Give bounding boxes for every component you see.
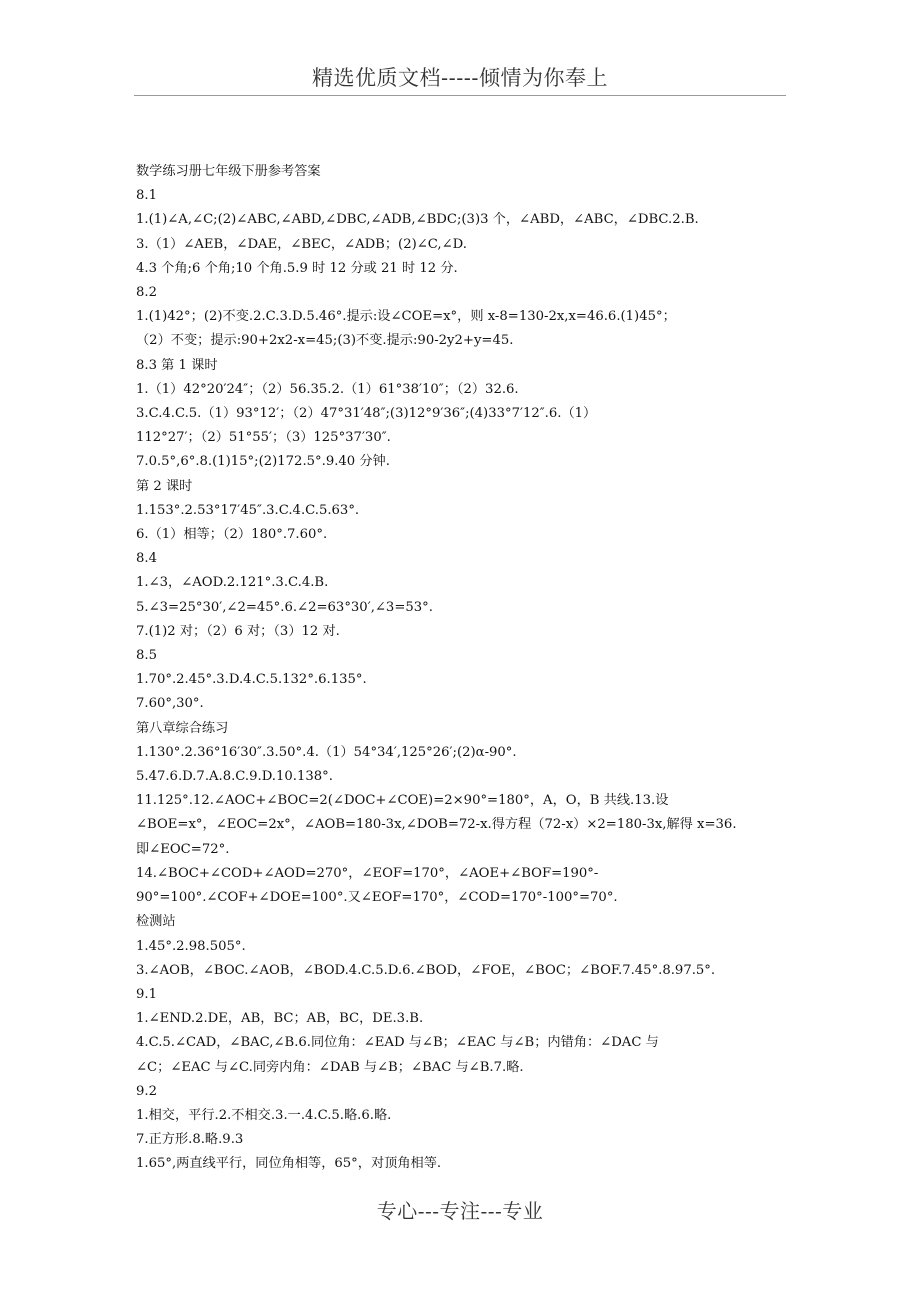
page-header-title: 精选优质文档-----倾情为你奉上 bbox=[312, 66, 608, 90]
page-footer-text: 专心---专注---专业 bbox=[376, 1199, 544, 1223]
answer-line: 3.C.4.C.5.（1）93°12′；（2）47°31′48″;(3)12°9′36″;(4)33°7′12″.6.（1） bbox=[136, 406, 597, 422]
section-heading: 第 2 课时 bbox=[136, 478, 193, 494]
answer-line: 90°=100°.∠COF+∠DOE=100°.又∠EOF=170°，∠COD=170°-100°=70°. bbox=[136, 890, 618, 906]
section-heading: 检测站 bbox=[136, 914, 176, 930]
answer-line: 7.60°,30°. bbox=[136, 696, 204, 712]
answer-line: 1.(1)∠A,∠C;(2)∠ABC,∠ABD,∠DBC,∠ADB,∠BDC;(3)3 个，∠ABD，∠ABC，∠DBC.2.B. bbox=[136, 212, 699, 228]
section-heading: 8.1 bbox=[136, 188, 157, 204]
answer-line: 4.C.5.∠CAD，∠BAC,∠B.6.同位角：∠EAD 与∠B；∠EAC 与∠B；内错角：∠DAC 与 bbox=[136, 1035, 659, 1051]
answer-line: 5.∠3=25°30′,∠2=45°.6.∠2=63°30′,∠3=53°. bbox=[136, 599, 433, 615]
answer-line: 即∠EOC=72°. bbox=[136, 841, 230, 857]
answer-line: 1.∠END.2.DE，AB，BC；AB，BC，DE.3.B. bbox=[136, 1011, 424, 1027]
section-heading: 8.2 bbox=[136, 285, 157, 301]
answer-line: 1.（1）42°20′24″；（2）56.35.2.（1）61°38′10″；（2）32.6. bbox=[136, 381, 519, 397]
answer-content bbox=[136, 160, 816, 1177]
answer-line: ∠C；∠EAC 与∠C.同旁内角：∠DAB 与∠B；∠BAC 与∠B.7.略. bbox=[136, 1059, 524, 1075]
section-heading: 9.2 bbox=[136, 1083, 157, 1099]
answer-line: 5.47.6.D.7.A.8.C.9.D.10.138°. bbox=[136, 769, 333, 785]
header-divider bbox=[134, 95, 786, 96]
answer-line: 112°27′；（2）51°55′；（3）125°37′30″. bbox=[136, 430, 391, 446]
answer-line: 6.（1）相等；（2）180°.7.60°. bbox=[136, 527, 328, 543]
answer-line: 11.125°.12.∠AOC+∠BOC=2(∠DOC+∠COE)=2×90°=180°，A，O，B 共线.13.设 bbox=[136, 793, 669, 809]
section-heading: 8.5 bbox=[136, 648, 157, 664]
answer-line: 1.相交，平行.2.不相交.3.一.4.C.5.略.6.略. bbox=[136, 1107, 392, 1123]
document-title: 数学练习册七年级下册参考答案 bbox=[136, 164, 321, 179]
answer-line: 1.45°.2.98.505°. bbox=[136, 938, 246, 954]
answer-line: 1.65°,两直线平行，同位角相等，65°，对顶角相等. bbox=[136, 1156, 442, 1172]
section-heading: 8.4 bbox=[136, 551, 157, 567]
answer-line: 7.正方形.8.略.9.3 bbox=[136, 1132, 244, 1148]
answer-line: 3.（1）∠AEB，∠DAE，∠BEC，∠ADB；(2)∠C,∠D. bbox=[136, 236, 467, 252]
answer-line: 1.∠3，∠AOD.2.121°.3.C.4.B. bbox=[136, 575, 329, 591]
answer-line: 7.0.5°,6°.8.(1)15°;(2)172.5°.9.40 分钟. bbox=[136, 454, 390, 470]
answer-line: 1.153°.2.53°17′45″.3.C.4.C.5.63°. bbox=[136, 502, 360, 518]
section-heading: 8.3 第 1 课时 bbox=[136, 357, 218, 373]
answer-line: 3.∠AOB，∠BOC.∠AOB，∠BOD.4.C.5.D.6.∠BOD，∠FOE，∠BOC；∠BOF.7.45°.8.97.5°. bbox=[136, 962, 716, 978]
answer-line: 7.(1)2 对；（2）6 对；（3）12 对. bbox=[136, 623, 340, 639]
answer-line: 1.130°.2.36°16′30″.3.50°.4.（1）54°34′,125°26′;(2)α-90°. bbox=[136, 744, 517, 760]
answer-line: 14.∠BOC+∠COD+∠AOD=270°，∠EOF=170°，∠AOE+∠BOF=190°- bbox=[136, 865, 599, 881]
section-heading: 9.1 bbox=[136, 986, 157, 1002]
answer-line: ∠BOE=x°，∠EOC=2x°，∠AOB=180-3x,∠DOB=72-x.得方程（72-x）×2=180-3x,解得 x=36. bbox=[136, 817, 737, 833]
answer-line: 1.(1)42°；(2)不变.2.C.3.D.5.46°.提示:设∠COE=x°，则 x-8=130-2x,x=46.6.(1)45°； bbox=[136, 309, 676, 325]
answer-line: 1.70°.2.45°.3.D.4.C.5.132°.6.135°. bbox=[136, 672, 367, 688]
answer-line: （2）不变；提示:90+2x2-x=45;(3)不变.提示:90-2y2+y=45. bbox=[136, 333, 514, 349]
answer-line: 4.3 个角;6 个角;10 个角.5.9 时 12 分或 21 时 12 分. bbox=[136, 260, 458, 276]
section-heading: 第八章综合练习 bbox=[136, 720, 229, 736]
